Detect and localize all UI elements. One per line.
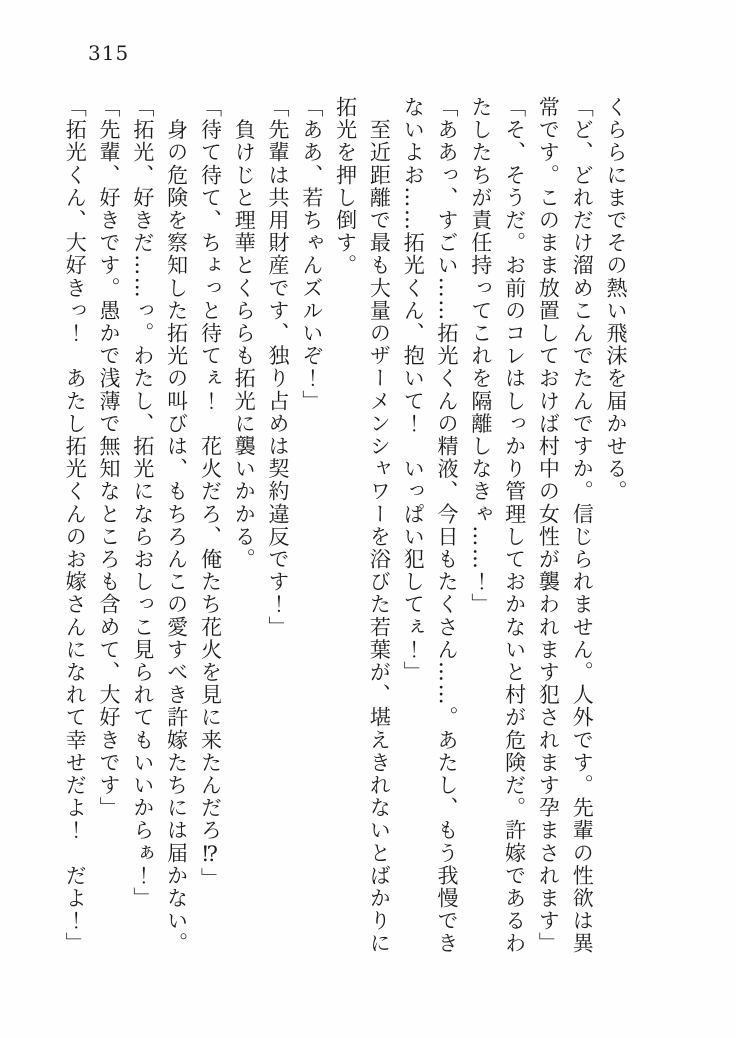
text-line: 「拓光、好きだ……っ。わたし、拓光にならおしっこ見られてもいいからぁ！」 — [130, 96, 155, 910]
text-line: 常です。このまま放置しておけば村中の女性が襲われます犯されます孕まされます」 — [536, 96, 561, 955]
text-line: 「拓光くん、大好きっ！ あたし拓光くんのお嫁さんになれて幸せだよ！ だよ！」 — [63, 96, 88, 955]
text-line: 身の危険を察知した拓光の叫びは、もちろんこの愛すべき許嫁たちには届かない。 — [164, 96, 189, 955]
text-line: 「先輩、好きです。愚かで浅薄で無知なところも含めて、大好きです」 — [97, 96, 122, 820]
text-line: たしたちが責任持ってこれを隔離しなきゃ……！」 — [468, 96, 493, 616]
text-line: 「ど、どれだけ溜めこんでたんですか。信じられません。人外です。先輩の性欲は異 — [570, 96, 595, 955]
text-line: ないよお……拓光くん、抱いて！ いっぱい犯してぇ！」 — [401, 96, 426, 684]
text-line: 「ああっ、すごい……拓光くんの精液、今日もたくさん……。あたし、もう我慢でき — [435, 96, 460, 955]
page-text-block — [57, 96, 632, 992]
text-line: 「待て待て、ちょっと待てぇ！ 花火だろ、俺たち花火を見に来たんだろ⁉」 — [198, 96, 223, 890]
text-line: 「先輩は共用財産です、独り占めは契約違反です！」 — [266, 96, 291, 639]
text-line: 至近距離で最も大量のザーメンシャワーを浴びた若葉が、堪えきれないとばかりに — [367, 96, 392, 955]
text-line: 「ああ、若ちゃんズルいぞ！」 — [299, 96, 324, 413]
text-line: 拓光を押し倒す。 — [333, 96, 358, 277]
text-line: くららにまでその熱い飛沫を届かせる。 — [604, 96, 628, 503]
text-line: 負けじと理華とくららも拓光に襲いかかる。 — [232, 96, 257, 571]
text-line: 「そ、そうだ。お前のコレはしっかり管理しておかないと村が危険だ。許嫁であるわ — [502, 96, 527, 955]
page-number: 315 — [88, 41, 130, 65]
